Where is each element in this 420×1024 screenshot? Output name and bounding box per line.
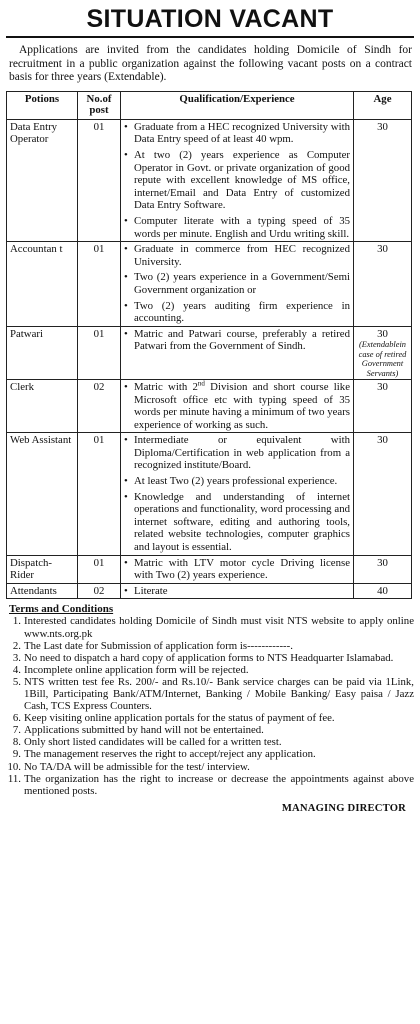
table-body <box>7 119 412 599</box>
posts-cell: 01 <box>78 433 121 555</box>
qualification-item: • At least Two (2) years professional experience. <box>124 475 350 488</box>
qualification-item: • Graduate in commerce from HEC recognized University. <box>124 243 350 268</box>
terms-item-text: Applications submitted by hand will not be entertained. <box>24 724 264 737</box>
age-cell <box>354 555 412 583</box>
qualification-cell <box>121 242 354 327</box>
qualification-cell <box>121 433 354 555</box>
terms-item-text: Keep visiting online application portals for the status of payment of fee. <box>24 712 335 725</box>
terms-item <box>6 640 414 652</box>
terms-item-number: 11. <box>7 772 21 785</box>
terms-item-text: Interested candidates holding Domicile of Sindh must visit NTS website to apply online www.nts.org.pk <box>24 615 414 640</box>
terms-item <box>6 748 414 760</box>
qualification-item: • Computer literate with a typing speed of 35 words per minute. English and Urdu writing skill. <box>124 215 350 240</box>
terms-item <box>6 724 414 736</box>
table-row <box>7 433 412 555</box>
qualification-list <box>124 381 350 431</box>
position-cell: Data Entry Operator <box>7 119 78 241</box>
qualification-list <box>124 121 350 240</box>
qualification-cell <box>121 379 354 432</box>
table-row <box>7 583 412 599</box>
terms-item <box>6 773 414 797</box>
qualification-item: • Literate <box>124 585 350 598</box>
qualification-item: • At two (2) years experience as Computer Operator in Govt. or private organization of good repute with excellent knowledge of MS office, internet/Email and Data Entry of customized Data Entry Software. <box>124 149 350 212</box>
terms-item-text: Incomplete online application form will be rejected. <box>24 663 249 676</box>
terms-item-number: 10. <box>7 760 21 773</box>
qualification-list <box>124 243 350 325</box>
age-cell <box>354 119 412 241</box>
header-posts: No.of post <box>78 91 121 119</box>
terms-item-text: The management reserves the right to accept/reject any application. <box>24 748 316 761</box>
table-header-row <box>7 91 412 119</box>
qualification-list <box>124 434 350 553</box>
qualification-list <box>124 585 350 598</box>
position-cell: Attendants <box>7 583 78 599</box>
table-row <box>7 119 412 241</box>
table-row <box>7 242 412 327</box>
age-cell <box>354 379 412 432</box>
age-cell <box>354 242 412 327</box>
qualification-item: • Matric and Patwari course, preferably a retired Patwari from the Government of Sindh. <box>124 328 350 353</box>
page-title: SITUATION VACANT <box>86 5 334 33</box>
age-value: 30 <box>377 120 388 133</box>
qualification-cell <box>121 555 354 583</box>
qualification-item: • Two (2) years experience in a Government/Semi Government organization or <box>124 271 350 296</box>
qualification-cell <box>121 583 354 599</box>
terms-item-text: The organization has the right to increase or decrease the appointments against above mentioned posts. <box>24 772 414 797</box>
age-value: 30 <box>377 434 388 447</box>
title-underline <box>6 36 414 38</box>
terms-item-number: 1. <box>12 615 21 628</box>
qualification-cell <box>121 119 354 241</box>
qualification-item: • Matric with 2nd Division and short course like Microsoft office etc with typing speed of 35 words per minute having a minimum of two years experience of working as such. <box>124 381 350 431</box>
terms-heading: Terms and Conditions <box>9 603 114 616</box>
terms-item <box>6 652 414 664</box>
age-value: 30 <box>377 327 388 340</box>
terms-item-number: 7. <box>12 724 21 737</box>
posts-cell: 02 <box>78 583 121 599</box>
table-row <box>7 379 412 432</box>
qualification-item: • Knowledge and understanding of internet operations and functionality, word processing and internet software, editing and authoring tools, related website technologies, computer graphics and layout is essential. <box>124 491 350 554</box>
age-value: 30 <box>377 556 388 569</box>
terms-item-text: NTS written test fee Rs. 200/- and Rs.10/- Bank service charges can be paid via 1Link, 1Bill, Participating Bank/ATM/Internet, Banking / Mobile Banking/ Easy paisa / Jazz Cash, TCS Express Counters. <box>24 675 414 713</box>
signature: MANAGING DIRECTOR <box>281 802 406 814</box>
terms-item-number: 9. <box>12 748 21 761</box>
position-cell: Clerk <box>7 379 78 432</box>
terms-item <box>6 761 414 773</box>
terms-item <box>6 736 414 748</box>
terms-item-text: No need to dispatch a hard copy of application forms to NTS Headquarter Islamabad. <box>24 651 394 664</box>
qualification-item: • Intermediate or equivalent with Diploma/Certification in web application from a recognized institute/Board. <box>124 434 350 472</box>
posts-cell: 01 <box>78 326 121 379</box>
header-age: Age <box>354 91 412 119</box>
position-cell: Dispatch-Rider <box>7 555 78 583</box>
vacancy-table <box>6 91 412 600</box>
age-value: 30 <box>377 380 388 393</box>
header-qualification: Qualification/Experience <box>121 91 354 119</box>
intro-paragraph: Applications are invited from the candidates holding Domicile of Sindh for recruitment in a public organization against the following vacant posts on a contract basis for three years (Extendable). <box>9 44 412 84</box>
position-cell: Web Assistant <box>7 433 78 555</box>
qualification-item: • Graduate from a HEC recognized University with Data Entry speed of at least 40 wpm. <box>124 121 350 146</box>
age-cell <box>354 433 412 555</box>
posts-cell: 01 <box>78 555 121 583</box>
terms-item <box>6 615 414 639</box>
age-cell <box>354 583 412 599</box>
age-cell <box>354 326 412 379</box>
terms-item <box>6 676 414 712</box>
qualification-list <box>124 328 350 353</box>
qualification-list <box>124 557 350 582</box>
qualification-item: • Two (2) years auditing firm experience in accounting. <box>124 300 350 325</box>
terms-item-number: 8. <box>12 736 21 749</box>
age-value: 30 <box>377 243 388 256</box>
table-row <box>7 555 412 583</box>
terms-item-text: The Last date for Submission of application form is------------. <box>24 639 293 652</box>
terms-item-text: Only short listed candidates will be called for a written test. <box>24 736 282 749</box>
terms-item-number: 5. <box>12 675 21 688</box>
position-cell: Patwari <box>7 326 78 379</box>
terms-item <box>6 664 414 676</box>
terms-list <box>6 615 414 796</box>
terms-item-number: 2. <box>12 639 21 652</box>
position-cell: Accountan t <box>7 242 78 327</box>
terms-item <box>6 712 414 724</box>
qualification-item: • Matric with LTV motor cycle Driving license with Two (2) years experience. <box>124 557 350 582</box>
terms-item-number: 4. <box>12 663 21 676</box>
qualification-cell <box>121 326 354 379</box>
posts-cell: 01 <box>78 119 121 241</box>
terms-item-number: 3. <box>12 651 21 664</box>
terms-item-text: No TA/DA will be admissible for the test/ interview. <box>24 760 250 773</box>
age-value: 40 <box>377 584 388 597</box>
header-position: Potions <box>7 91 78 119</box>
terms-item-number: 6. <box>12 712 21 725</box>
posts-cell: 01 <box>78 242 121 327</box>
age-note: (Extendablein case of retired Government Servants) <box>358 340 407 378</box>
table-row <box>7 326 412 379</box>
posts-cell: 02 <box>78 379 121 432</box>
